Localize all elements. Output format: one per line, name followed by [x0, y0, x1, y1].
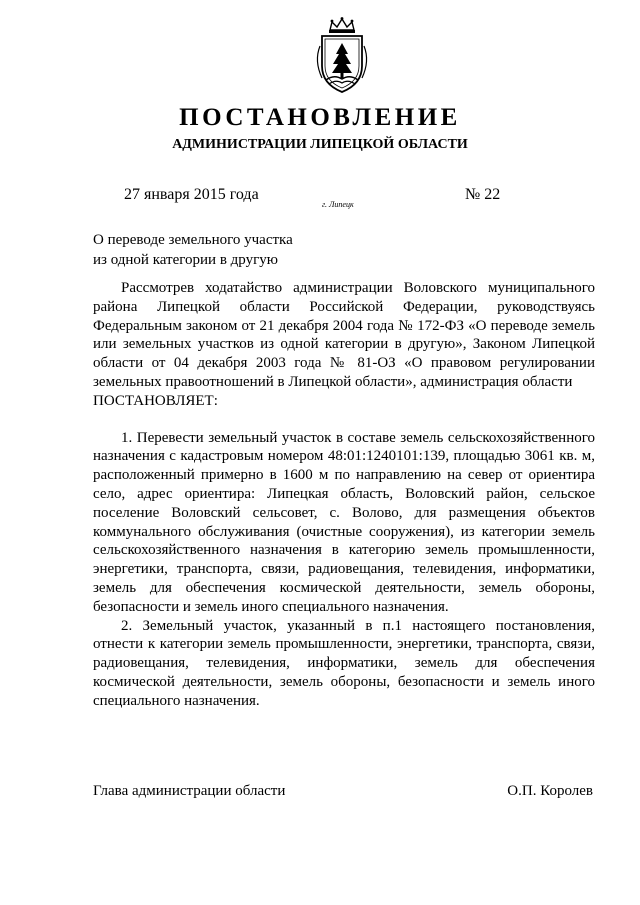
document-title: ПОСТАНОВЛЕНИЕ: [179, 104, 461, 131]
document-date: 27 января 2015 года: [124, 186, 259, 203]
decree-heading: ПОСТАНОВЛЯЕТ:: [93, 392, 218, 409]
document-number: № 22: [465, 186, 501, 203]
document-subtitle: АДМИНИСТРАЦИИ ЛИПЕЦКОЙ ОБЛАСТИ: [172, 137, 468, 152]
subject-line: из одной категории в другую: [93, 252, 278, 268]
signature-name: О.П. Королев: [507, 783, 593, 799]
document-body: [93, 279, 595, 711]
item-paragraph: 2. Земельный участок, указанный в п.1 настоящего постановления, отнести к категории земель промышленности, энергетики, транспорта, связи, радиовещания, телевидения, информатики, земель для обеспечения космической деятельности, земель обороны, безопасности и земель иного специального назначения.: [93, 617, 595, 709]
item-paragraph: 1. Перевести земельный участок в составе земель сельскохозяйственного назначения с кадастровым номером 48:01:1240101:139, площадью 3061 кв. м, расположенный примерно в 1600 м по направлению на север от ориентира село, адрес ориентира: Липецкая область, Воловский район, сельское поселение Воловский сельсовет, с. Волово, для размещения объектов коммунального обслуживания (очистные сооружения), из категории земель сельскохозяйственного назначения в категорию земель промышленности, энергетики, транспорта, связи, радиовещания, телевидения, информатики, земель для обеспечения космической деятельности, земель обороны, безопасности и земель иного специального назначения.: [93, 429, 595, 615]
document-city: г. Липецк: [322, 200, 354, 209]
subject-line: О переводе земельного участка: [93, 232, 293, 248]
document-subject: [93, 230, 393, 270]
signature-position: Глава администрации области: [93, 783, 286, 799]
lipetsk-coat-of-arms-icon: [310, 16, 374, 96]
preamble-paragraph: Рассмотрев ходатайство администрации Воловского муниципального района Липецкой области Российской Федерации, руководствуясь Федеральным законом от 21 декабря 2004 года № 172-ФЗ «О переводе земель или земельных участков из одной категории в другую», Законом Липецкой области от 04 декабря 2003 года № 81-ОЗ «О правовом регулировании земельных правоотношений в Липецкой области», администрация области: [93, 280, 595, 390]
